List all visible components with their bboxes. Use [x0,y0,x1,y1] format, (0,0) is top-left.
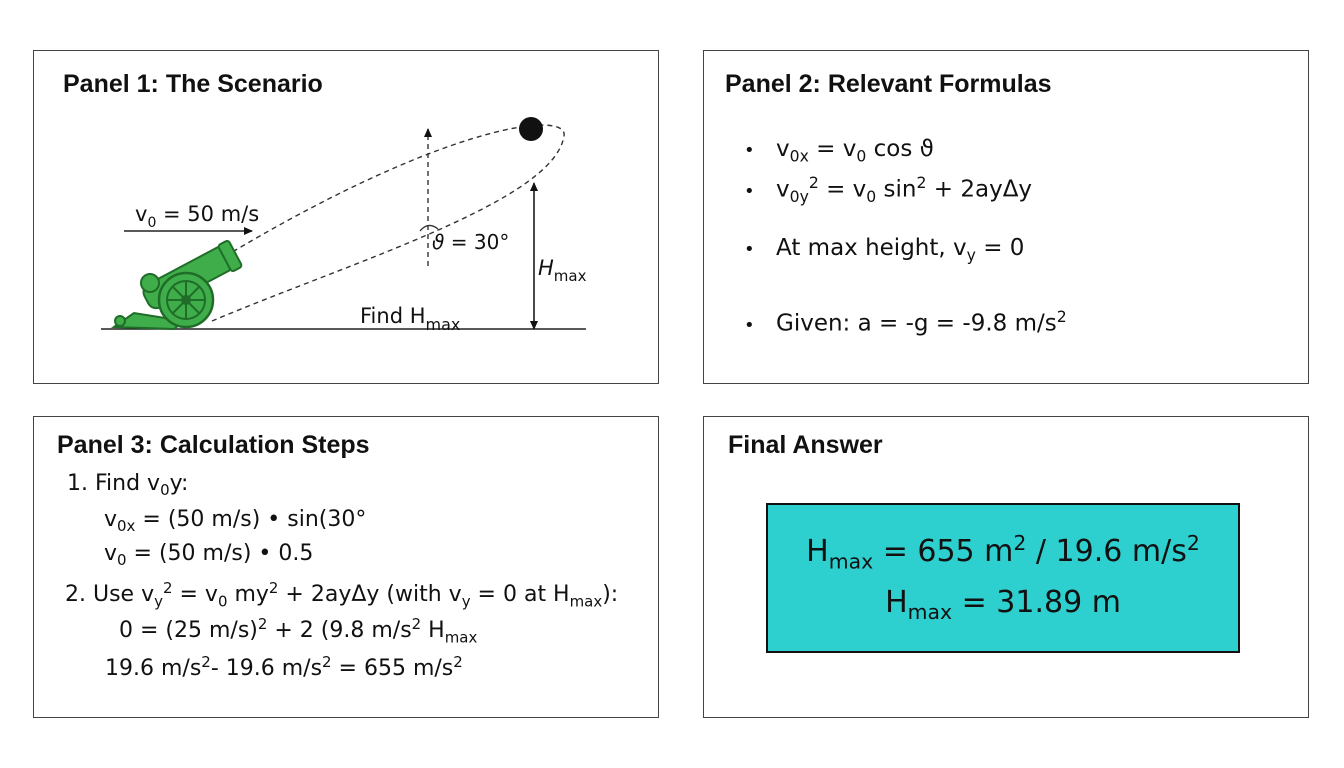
find-label: Find $H_{max}$ [360,304,461,334]
calculation-panel-title: Panel 3: Calculation Steps [57,431,370,459]
bullet-icon: • [744,180,755,202]
bullet-icon: • [744,239,755,260]
step-line: $v_{0x} = (50$ m/s) • sin(30° [104,507,367,536]
step-line: 1. Find $v_0y$: [67,471,189,500]
formulas-panel-title: Panel 2: Relevant Formulas [725,70,1052,98]
answer-line: $H_{max} = 655$ $m^2 / 19.6$ $m/s^2$ [806,531,1200,574]
calculation-panel [33,416,659,718]
bullet-icon: • [744,314,755,336]
scenario-panel-title: Panel 1: The Scenario [63,70,323,98]
bullet-icon: • [744,140,755,161]
formulas-panel [703,50,1309,384]
height-label: $H_{max}$ [538,256,587,285]
calculation-steps [34,417,660,719]
final-answer-title: Final Answer [728,431,883,459]
formula-item: • $v_{0x} = v_0$ cos ϑ [744,136,934,166]
scenario-diagram [34,51,660,385]
formula-item: • $v_{0y}^2 = v_0$ $\sin^2 + 2ay\Delta y$ [744,173,1033,207]
formula-item: • Given: a = -g = -9.8 $m/s^2$ [744,307,1067,337]
step-line: $v_0 = (50$ m/s) • 0.5 [104,541,314,570]
velocity-label: $v_0 = 50$ m/s [135,202,260,231]
step-line: 0 = (25 m/s)$^2$ + 2 (9.8 $m/s^2$ $H_{max}$ [119,615,478,647]
step-line: 2. Use $v_y^2 = v_0$ $my^2 + 2ay\Delta y$ (with $v_y = 0$ at $H_{max}$): [65,579,619,611]
answer-line: $H_{max} = 31.89$ m [885,585,1121,625]
trajectory-path [212,125,564,321]
step-line: 19.6 $m/s^2-$ 19.6 $m/s^2 = 655$ $m/s^2$ [105,653,463,682]
final-answer-panel [703,416,1309,718]
final-answer-box [766,503,1240,653]
scenario-panel [33,50,659,384]
cannonball [519,117,543,141]
angle-label: ϑ = 30° [432,230,510,254]
formula-item: • At max height, $v_y = 0$ [744,235,1025,265]
